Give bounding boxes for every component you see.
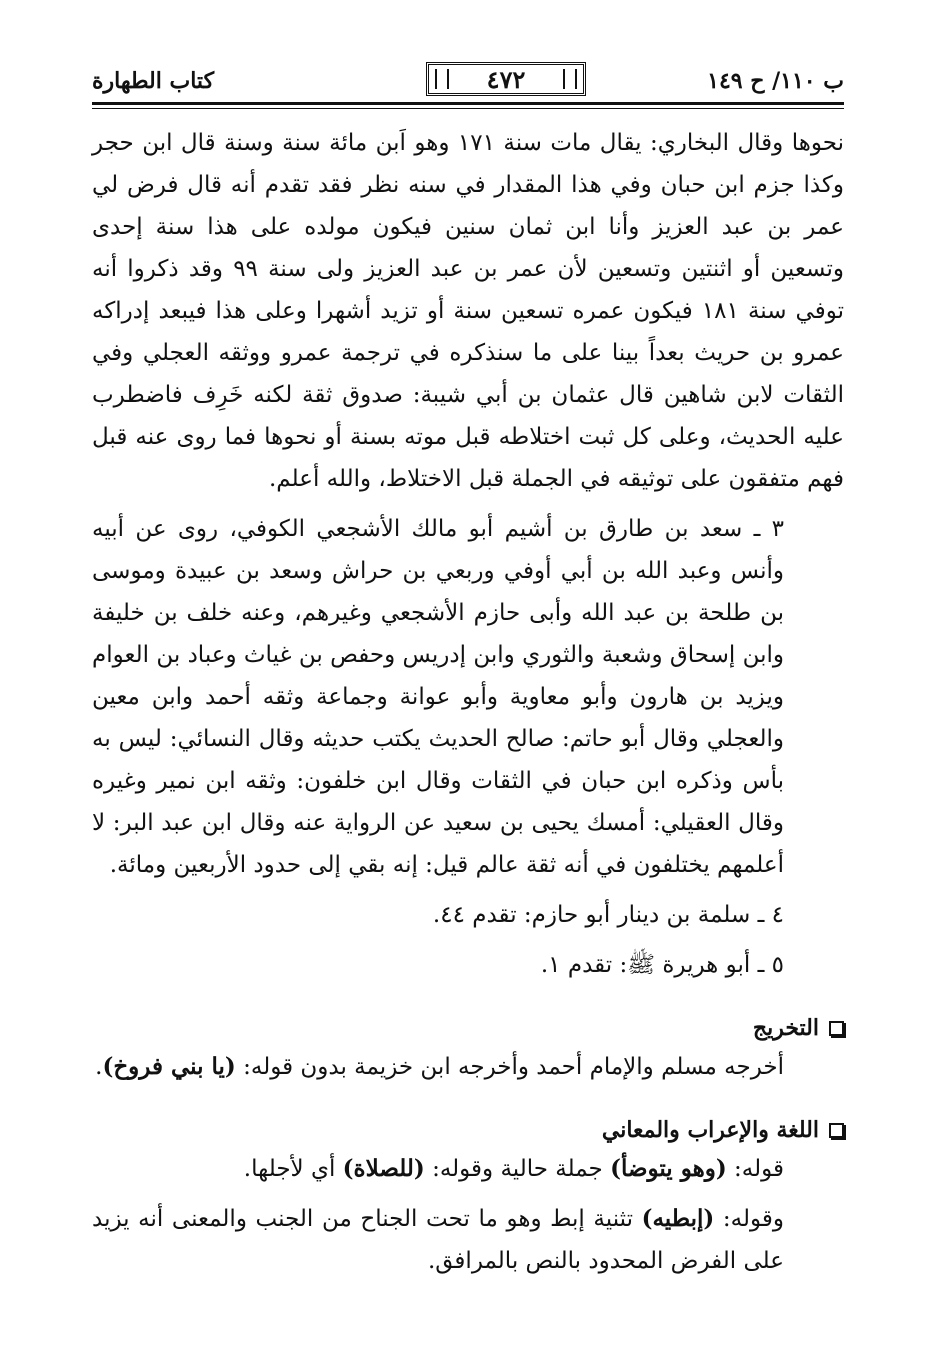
takhrij-end: . bbox=[95, 1054, 103, 1080]
lugha-1-a: قوله: bbox=[726, 1156, 784, 1182]
lugha-1-e: أي لأجلها. bbox=[243, 1156, 343, 1182]
takhrij-heading-text: التخريج bbox=[752, 1015, 819, 1041]
lugha-1-quote-a: (وهو يتوضأ) bbox=[610, 1155, 727, 1182]
paragraph-narrator-4: ٤ ـ سلمة بن دينار أبو حازم: تقدم ٤٤. bbox=[432, 902, 784, 928]
page-header bbox=[92, 62, 844, 105]
page-body bbox=[92, 122, 844, 1282]
lugha-2-c: تثنية إبط وهو ما تحت الجناح من الجنب والمعنى أنه يزيد على الفرض المحدود بالنص بالمرافق. bbox=[92, 1206, 784, 1274]
lugha-2-a: وقوله: bbox=[714, 1206, 784, 1232]
book-title: كتاب الطهارة bbox=[92, 68, 215, 94]
paragraph-narrator-continued: نحوها وقال البخاري: يقال مات سنة ١٧١ وهو اَبن مائة سنة وسنة قال ابن حجر وكذا جزم ابن حبان وفي هذا المقدار في سنه نظر فقد تقدم أنه قال فرض لي عمر بن عبد العزيز وأنا ابن ثمان سنين فيكون مولده على هذا سنة إحدى وتسعين أو اثنتين وتسعين لأن عمر بن عبد العزيز ولى سنة ٩٩ وقد ذكروا أنه توفي سنة ١٨١ فيكون عمره تسعين سنة أو تزيد أشهرا وعلى هذا فيبعد إدراكه عمرو بن حريث بعداً بينا على ما سنذكره في ترجمة عمرو ووثقه العجلي وفي الثقات لابن شاهين قال عثمان بن أبي شيبة: صدوق ثقة لكنه خَرِف فاضطرب عليه الحديث، وعلى كل ثبت اختلاطه قبل موته بسنة أو نحوها فما روى عنه قبل فهم متفقون على توثيقه في الجملة قبل الاختلاط، والله أعلم. bbox=[92, 130, 844, 492]
lugha-heading-text: اللغة والإعراب والمعاني bbox=[601, 1117, 819, 1143]
page-number: ٤٧٢ bbox=[426, 62, 586, 96]
paragraph-narrator-5: ٥ ـ أبو هريرة ﷺ: تقدم ١. bbox=[540, 952, 784, 978]
square-bullet-icon bbox=[829, 1021, 844, 1036]
section-lugha-heading bbox=[92, 1112, 844, 1148]
paragraph-narrator-3 bbox=[92, 508, 844, 886]
takhrij-text bbox=[92, 1046, 844, 1088]
chapter-reference: ب ١١٠/ ح ١٤٩ bbox=[707, 68, 844, 94]
square-bullet-icon bbox=[829, 1123, 844, 1138]
section-takhrij-heading bbox=[92, 1010, 844, 1046]
narrator-3-text: ٣ ـ سعد بن طارق بن أشيم أبو مالك الأشجعي الكوفي، روى عن أبيه وأنس وعبد الله بن أبي أوفي وربعي بن حراش وسعد بن عبيدة وموسى بن طلحة بن عبد الله وأبى حازم الأشجعي وغيرهم، وعنه خلف بن خليفة وابن إسحاق وشعبة والثوري وابن إدريس وحفص بن غياث وعباد بن العوام ويزيد بن هارون وأبو معاوية وأبو عوانة وجماعة وثقه أحمد وابن معين والعجلي وقال أبو حاتم: صالح الحديث يكتب حديثه وقال النسائي: ليس به بأس وذكره ابن حبان في الثقات وقال ابن خلفون: وثقه ابن نمير وغيره وقال العقيلي: أمسك يحيى بن سعيد عن الرواية عنه وقال ابن عبد البر: لا أعلمهم يختلفون في أنه ثقة عالم قيل: إنه بقي إلى حدود الأربعين ومائة. bbox=[92, 516, 784, 878]
takhrij-quote: (يا بني فروخ) bbox=[102, 1053, 236, 1080]
lugha-line-1 bbox=[92, 1148, 844, 1190]
lugha-1-quote-b: (للصلاة) bbox=[342, 1155, 425, 1182]
lugha-line-2 bbox=[92, 1198, 844, 1282]
lugha-2-quote: (إبطيه) bbox=[641, 1205, 715, 1232]
lugha-1-c: جملة حالية وقوله: bbox=[424, 1156, 611, 1182]
takhrij-body: أخرجه مسلم والإمام أحمد وأخرجه ابن خزيمة بدون قوله: bbox=[235, 1054, 784, 1080]
